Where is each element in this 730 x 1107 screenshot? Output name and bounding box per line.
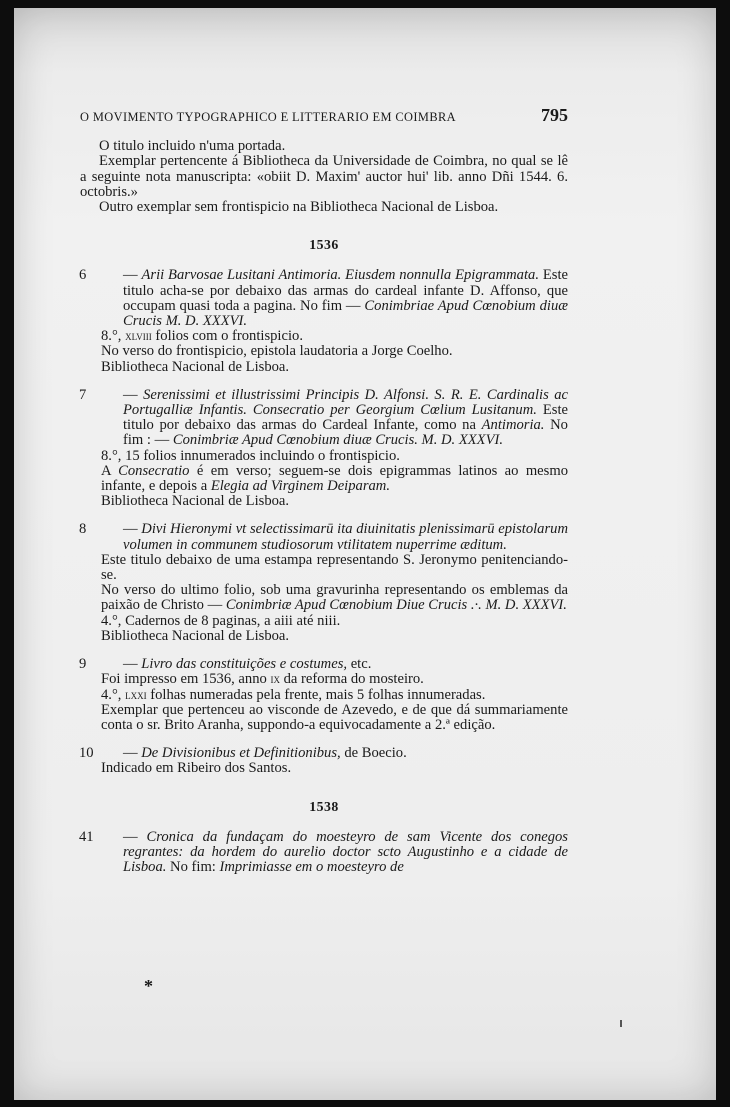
entry-9-roman-year: ix [270, 672, 280, 687]
page-number: 795 [541, 105, 568, 125]
entry-8-number: 8 [79, 521, 87, 538]
intro-line-3: Outro exemplar sem frontispicio na Bibliotheca Nacional de Lisboa. [99, 199, 499, 216]
entry-6-format-rest: folios com o frontispicio. [155, 328, 303, 345]
intro-line-2: Exemplar pertencente á Bibliotheca da Universidade de Coimbra, no qual se lê a seguinte nota manuscripta: «obiit D. Maxim' auctor hui' lib. anno Dñi 1544. 6. octobris.» [80, 153, 568, 200]
intro-line-1: O titulo incluido n'uma portada. [99, 138, 286, 155]
year-heading-1538: 1538 [309, 798, 339, 814]
entry-9-format-rest: folhas numeradas pela frente, mais 5 folhas innumeradas. [150, 686, 486, 703]
entry-9-folios-roman: lxxi [125, 687, 147, 702]
running-head-title: O MOVIMENTO TYPOGRAPHICO E LITTERARIO EM COIMBRA [80, 110, 457, 124]
entry-9-title-rest: etc. [350, 656, 372, 673]
entry-7 [80, 388, 568, 510]
entry-6-text: Este titulo acha-se por debaixo das armas do cardeal infante D. Affonso, que occupam quasi toda a pagina. No fim — [123, 267, 568, 314]
entry-41-colophon: Imprimiasse em o moesteyro de [219, 859, 404, 876]
entry-6-verso: No verso do frontispicio, epistola laudatoria a Jorge Coelho. [101, 343, 453, 360]
entry-7-colophon: Conimbriæ Apud Cœnobium diuæ Crucis. M. D. XXXVI. [172, 432, 504, 449]
entry-6-title: Arii Barvosae Lusitani Antimoria. Eiusdem nonnulla Epigrammata. [141, 267, 539, 284]
entry-8-head: 8 — Divi Hieronymi vt selectissimarū ita diuinitatis plenissimarū epistolarum volumen in communem studiosorum vtilitatem nuperrime æditum. [79, 521, 568, 553]
entry-6-head: 6 — Arii Barvosae Lusitani Antimoria. Eiusdem nonnulla Epigrammata. Este titulo acha-se por debaixo das armas do cardeal infante D. Affonso, que occupam quasi toda a pagina. No fim — Conimbriae Apud Cœnobium diuæ Crucis M. D. XXXVI. [79, 267, 568, 330]
entry-9-printed [101, 672, 568, 687]
entry-6-number: 6 [79, 267, 87, 284]
entry-7-elegia: Elegia ad Virginem Deiparam. [210, 478, 390, 495]
entry-41-head: 41 — Cronica da fundaçam do moesteyro de sam Vicente dos conegos regrantes: da hordem do aurelio doctor scto Augustinho e a cidade de Lisboa. No fim: Imprimiasse em o moesteyro de [79, 828, 568, 876]
entry-6-library: Bibliotheca Nacional de Lisboa. [101, 358, 290, 375]
entry-6-format-size: 8.°, [101, 328, 122, 345]
entry-6-colophon: Conimbriae Apud Cœnobium diuæ Crucis M. D. XXXVI. [123, 297, 568, 330]
entry-8-verso: No verso do ultimo folio, sob uma gravurinha representando os emblemas da paixão de Christo — [101, 582, 568, 614]
entry-9-printed-a: Foi impresso em 1536, anno [101, 671, 267, 688]
entry-41-title: Cronica da fundaçam do moesteyro de sam Vicente dos conegos regrantes: da hordem do aurelio doctor scto Augustinho e a cidade de Lisboa. [123, 828, 568, 876]
entry-7-note [101, 464, 568, 494]
entry-9-title: Livro das constituições e costumes, [141, 656, 348, 673]
entry-10-title-rest: de Boecio. [344, 745, 407, 762]
entry-8-format: 4.°, Cadernos de 8 paginas, a aiii até niii. [101, 612, 341, 629]
entry-7-number: 7 [79, 386, 87, 403]
entry-41-number: 41 [79, 828, 94, 845]
entry-10-head: 10 — De Divisionibus et Definitionibus, de Boecio. [79, 745, 407, 762]
entry-9-note: Exemplar que pertenceu ao visconde de Azevedo, e de que dá summariamente conta o sr. Brito Aranha, suppondo-a equivocadamente a 2.ª edição. [101, 701, 568, 733]
entry-41-text: No fim: [170, 859, 216, 876]
signature-asterisk: * [144, 976, 153, 996]
entry-8 [80, 522, 568, 644]
entry-7-head: 7 — Serenissimi et illustrissimi Principis D. Alfonsi. S. R. E. Cardinalis ac Portugalliæ Infantis. Consecratio per Georgium Cœlium Lusitanum. Este titulo por debaixo das armas do Cardeal Infante, como na Antimoria. No fim : — Conimbriæ Apud Cœnobium diuæ Crucis. M. D. XXXVI. [79, 386, 568, 449]
entry-6 [80, 268, 568, 374]
running-head [80, 105, 568, 125]
entry-8-text-1: Este titulo debaixo de uma estampa representando S. Jeronymo penitenciando-se. [101, 551, 568, 584]
entry-10 [80, 746, 568, 776]
entry-9-head: 9 — Livro das constituições e costumes, etc. [79, 656, 372, 673]
page-mark [620, 1020, 622, 1027]
entry-8-library: Bibliotheca Nacional de Lisboa. [101, 627, 290, 644]
entry-10-number: 10 [79, 745, 94, 762]
entry-8-text-2 [101, 583, 568, 613]
entry-9-number: 9 [79, 656, 87, 673]
entry-9-format [101, 688, 568, 703]
entry-41 [80, 830, 568, 876]
entry-7-text-2: No fim : — [123, 417, 568, 449]
entry-8-title: Divi Hieronymi vt selectissimarū ita diuinitatis plenissimarū epistolarum volumen in communem studiosorum vtilitatem nuperrime æditum. [123, 521, 568, 553]
entry-7-title: Serenissimi et illustrissimi Principis D. Alfonsi. S. R. E. Cardinalis ac Portugalliæ Infantis. Consecratio per Georgium Cœlium Lusitanum. [123, 386, 568, 419]
entry-10-title: De Divisionibus et Definitionibus, [141, 745, 341, 762]
entry-7-library: Bibliotheca Nacional de Lisboa. [101, 493, 290, 510]
entry-9 [80, 657, 568, 733]
entry-7-note-a: A [101, 462, 111, 479]
entry-9-printed-b: da reforma do mosteiro. [283, 671, 424, 688]
year-heading-1536: 1536 [309, 237, 339, 253]
entry-7-consecratio: Consecratio [118, 462, 190, 479]
entry-7-text-1: Este titulo por debaixo das armas do Cardeal Infante, como na [123, 402, 568, 434]
entry-6-format [101, 329, 568, 344]
entry-8-colophon: Conimbriæ Apud Cœnobium Diue Crucis .·. M. D. XXXVI. [225, 597, 567, 614]
entry-7-antimoria: Antimoria. [481, 417, 545, 434]
entry-7-format: 8.°, 15 folios innumerados incluindo o frontispicio. [101, 447, 400, 464]
entry-9-format-size: 4.°, [101, 686, 122, 703]
entry-10-text: Indicado em Ribeiro dos Santos. [101, 760, 292, 777]
entry-6-folios-roman: xlviii [125, 329, 152, 344]
page-content [79, 105, 568, 876]
entry-7-note-b: é em verso; seguem-se dois epigrammas latinos ao mesmo infante, e depois a [101, 462, 568, 495]
